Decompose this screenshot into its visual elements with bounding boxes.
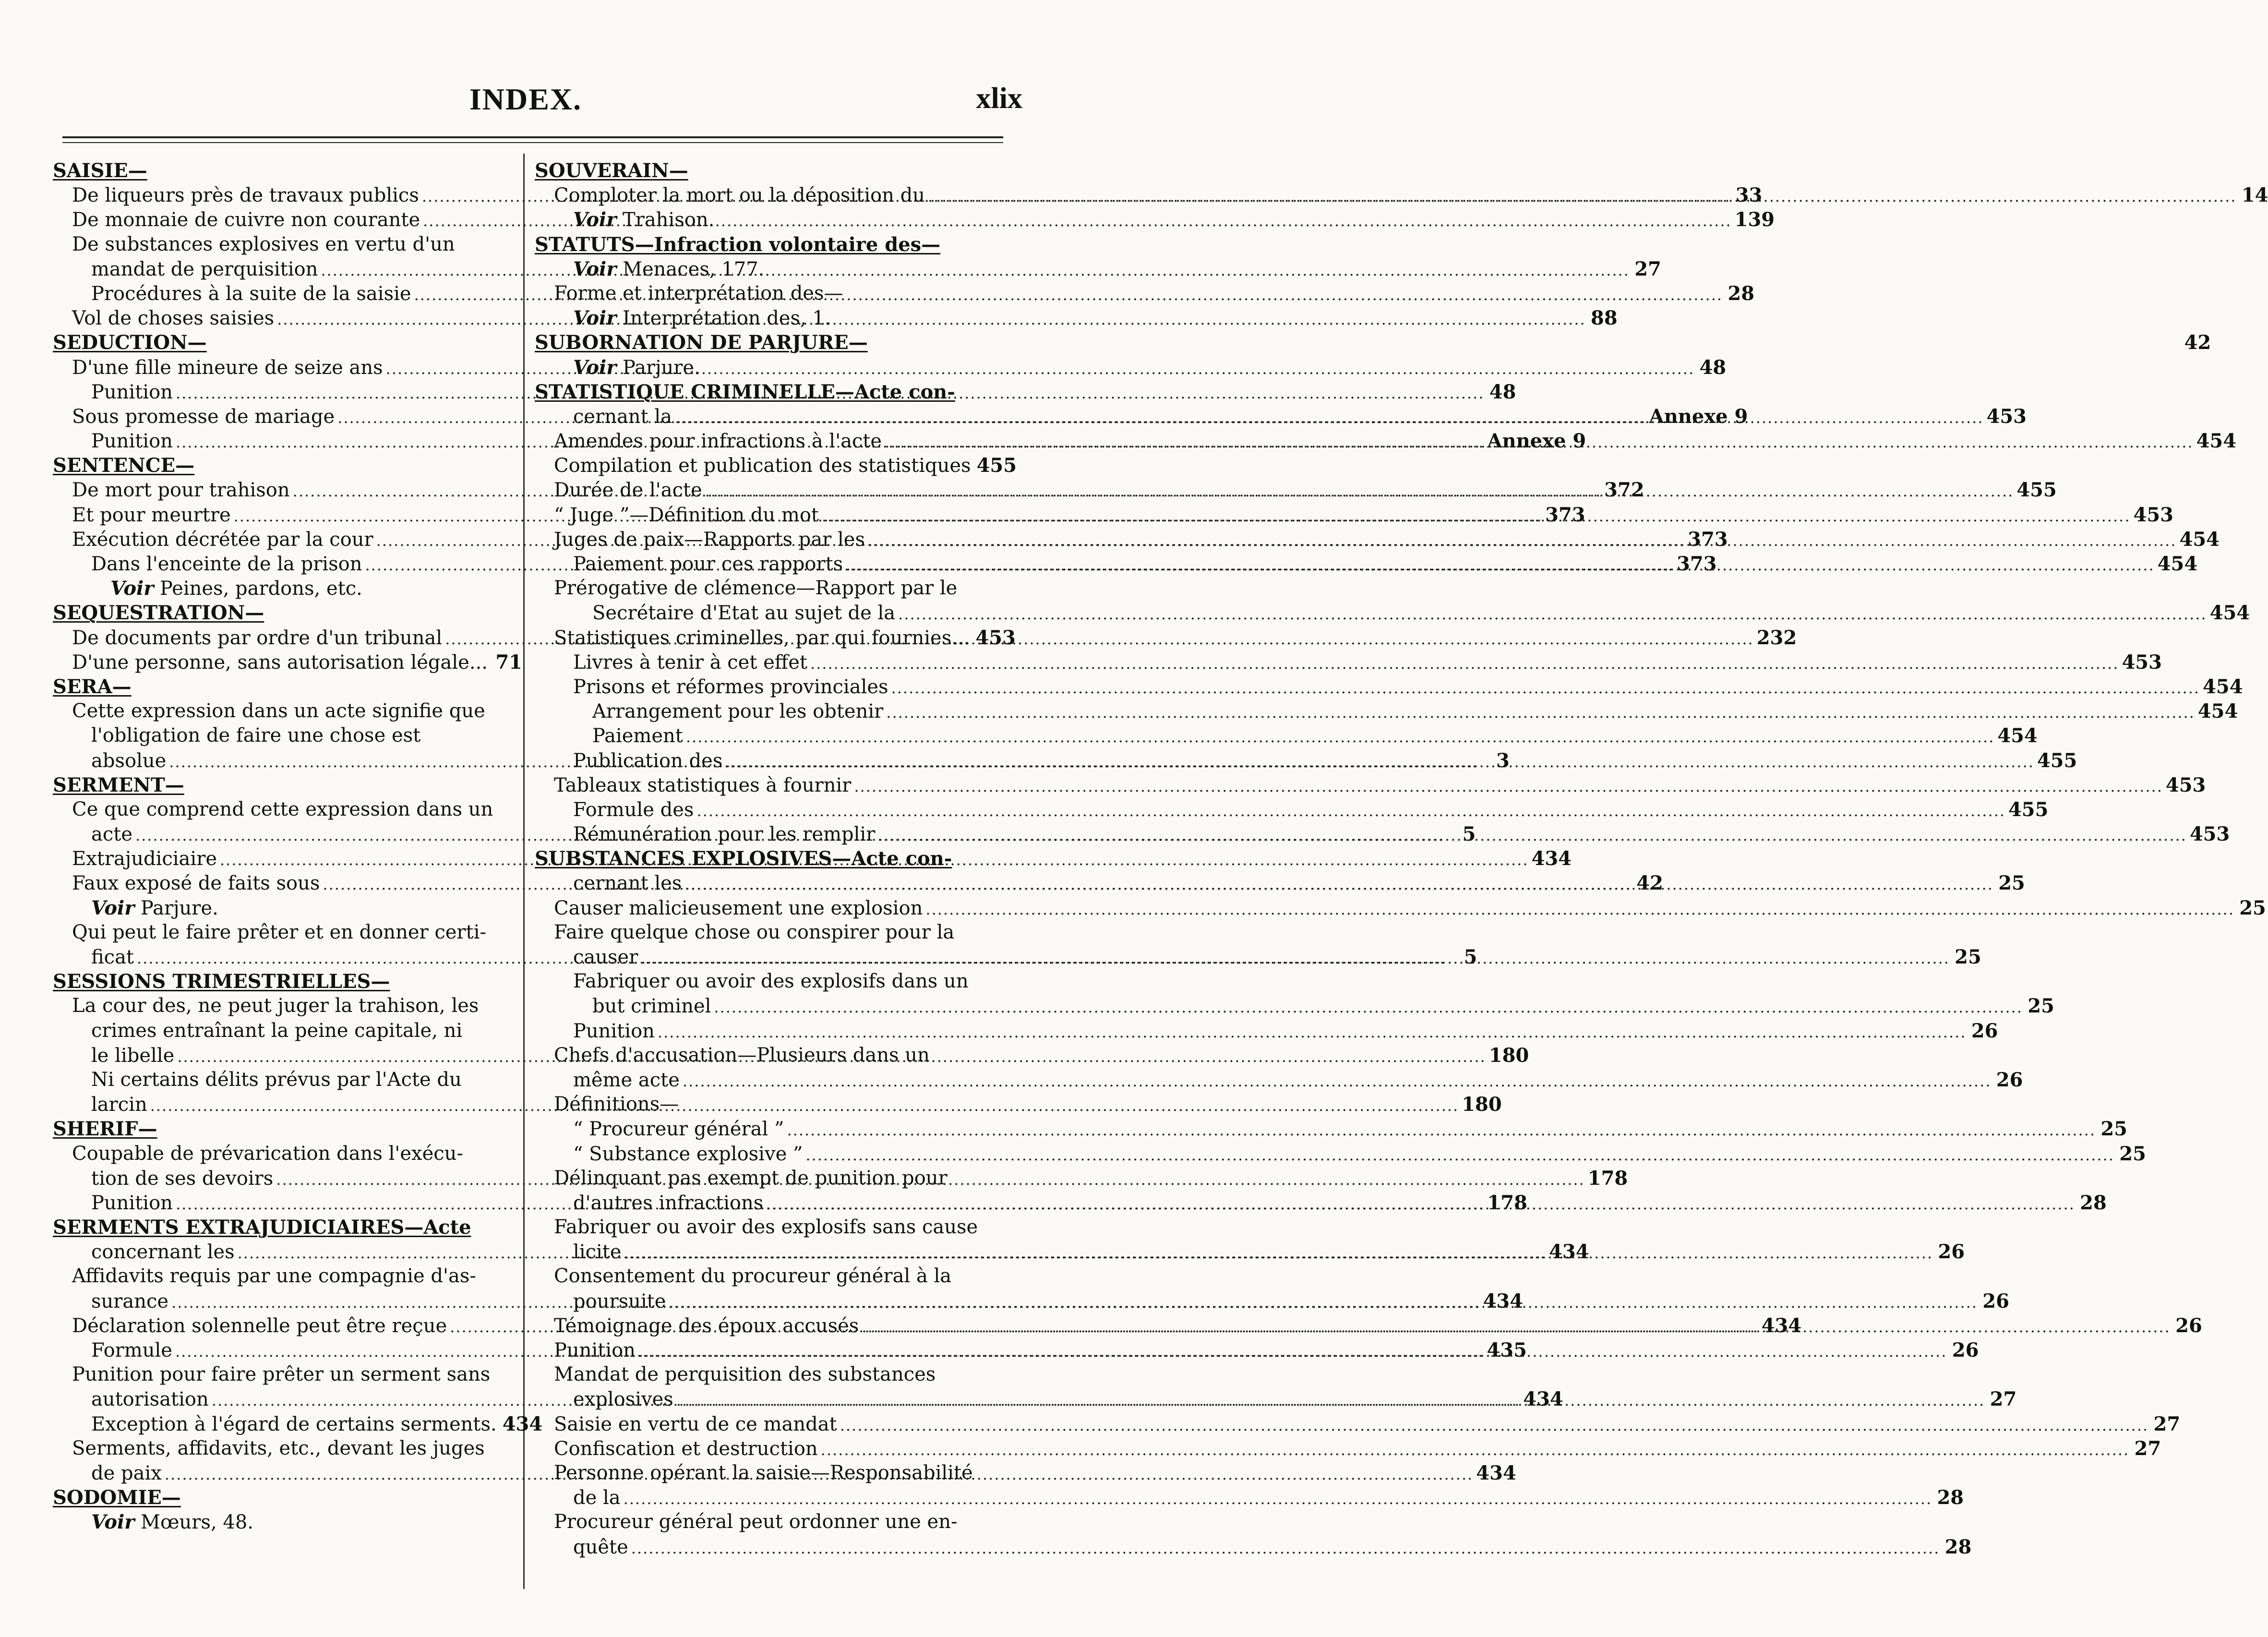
entry-text: “ Substance explosive ” xyxy=(573,1143,803,1165)
entry-text: Procédures à la suite de la saisie xyxy=(91,282,411,305)
page-reference: 26 xyxy=(1938,1240,1965,1264)
page-reference: 454 xyxy=(2179,528,2220,551)
page-reference: 27 xyxy=(2134,1437,2161,1460)
entry-text: Causer malicieusement une explosion xyxy=(554,897,923,919)
dot-leader xyxy=(686,725,1995,749)
entry-text: Prérogative de clémence—Rapport par le xyxy=(554,577,958,600)
index-entry xyxy=(53,920,515,945)
entry-text: mandat de perquisition xyxy=(91,258,318,280)
page-reference: 33 xyxy=(1735,184,1763,207)
dot-leader xyxy=(846,553,2155,578)
index-entry xyxy=(53,723,515,748)
entry-text: La cour des, ne peut juger la trahison, les xyxy=(72,995,479,1017)
page-reference: 434 xyxy=(1549,1240,1589,1264)
page-number: xlix xyxy=(976,82,1022,115)
entry-text: Faux exposé de faits sous xyxy=(72,872,320,895)
page-reference: 435 xyxy=(1487,1339,1527,1361)
entry-text: but criminel xyxy=(592,995,711,1018)
dot-leader xyxy=(868,529,2177,553)
entry-text: Compilation et publication des statistiques xyxy=(554,455,971,477)
dot-leader xyxy=(624,1487,1932,1511)
entry-text: Exécution décrétée par la cour xyxy=(72,528,373,551)
index-entry xyxy=(535,626,1016,650)
index-entry xyxy=(535,969,991,994)
index-entry xyxy=(535,576,991,601)
entry-text: cernant la xyxy=(573,405,672,428)
index-entry xyxy=(535,1412,2181,1436)
page-reference: 42 xyxy=(1636,872,1663,895)
entry-text: Ni certains délits prévus par l'Acte du xyxy=(91,1068,462,1091)
dot-leader xyxy=(675,406,1984,430)
dot-leader xyxy=(624,1241,1933,1265)
voir-label: Voir xyxy=(91,896,135,919)
index-heading xyxy=(53,1215,515,1240)
dot-leader xyxy=(925,897,2234,922)
entry-text: de paix xyxy=(91,1462,162,1484)
entry-text: licite xyxy=(573,1241,622,1264)
page-reference: 25 xyxy=(1998,872,2025,895)
page-reference: 28 xyxy=(1937,1486,1964,1509)
dot-leader xyxy=(840,1413,2149,1438)
entry-text: Fabriquer ou avoir des explosifs sans cause xyxy=(554,1216,978,1239)
entry-text: Paiement xyxy=(592,725,683,747)
entry-text: Délinquant pas exempt de punition pour xyxy=(554,1167,948,1189)
page-reference: 454 xyxy=(1997,724,2038,747)
page-reference: 454 xyxy=(2209,602,2250,625)
index-heading xyxy=(53,601,515,625)
index-entry xyxy=(535,453,1017,478)
dot-leader xyxy=(928,184,2237,209)
page-reference: 25 xyxy=(2100,1118,2127,1141)
entry-text: concernant les xyxy=(91,1241,235,1264)
entry-text: Témoignage des époux accusés xyxy=(554,1314,859,1337)
page-reference: Annexe 9 xyxy=(1487,430,1586,453)
dot-leader xyxy=(810,651,2119,676)
page-reference: 455 xyxy=(2016,479,2057,502)
page-reference: 455 xyxy=(2008,798,2049,821)
page-reference: 453 xyxy=(975,626,1016,649)
page-reference: 71 xyxy=(495,650,522,674)
dot-leader xyxy=(676,1388,1985,1413)
entry-text: “ Procureur général ” xyxy=(573,1118,784,1141)
entry-text: SEDUCTION— xyxy=(53,331,207,354)
entry-text: Juges de paix—Rapports par les xyxy=(554,528,865,551)
entry-text: Chefs d'accusation—Plusieurs dans un xyxy=(554,1044,930,1066)
page-reference: Annexe 9 xyxy=(1649,405,1748,428)
index-entry xyxy=(535,281,991,306)
dot-leader xyxy=(891,676,2200,700)
entry-text: Punition xyxy=(554,1339,636,1361)
entry-text: absolue xyxy=(91,749,167,772)
dot-leader xyxy=(854,774,2163,799)
entry-text: Sous promesse de mariage xyxy=(72,405,335,428)
page-reference: 434 xyxy=(502,1412,543,1435)
index-entry xyxy=(535,1019,1998,1043)
index-entry xyxy=(535,601,2250,625)
voir-label: Voir xyxy=(91,1511,135,1534)
page-reference: 48 xyxy=(1699,356,1727,379)
see-also-reference xyxy=(535,257,991,281)
index-entry xyxy=(535,1510,991,1534)
page-reference: 26 xyxy=(1952,1339,1979,1361)
entry-text: Durée de l'acte xyxy=(554,479,702,502)
index-entry xyxy=(53,1264,515,1288)
index-heading xyxy=(535,330,2211,355)
index-entry xyxy=(535,1092,991,1117)
page-reference: 27 xyxy=(2153,1412,2181,1435)
entry-text: SERMENTS EXTRAJUDICIAIRES—Acte xyxy=(53,1216,471,1239)
reference-text: Parjure. xyxy=(616,356,700,379)
entry-text: Mandat de perquisition des substances xyxy=(554,1363,936,1386)
dot-leader xyxy=(705,479,2014,504)
entry-text: Faire quelque chose ou conspirer pour la xyxy=(554,921,955,943)
entry-text: SAISIE— xyxy=(53,159,147,182)
page-reference: 372 xyxy=(1604,479,1644,502)
entry-text: SERA— xyxy=(53,675,132,698)
entry-text: Définitions— xyxy=(554,1093,679,1116)
entry-text: Paiement pour ces rapports xyxy=(573,553,843,575)
page-reference: 453 xyxy=(2189,823,2230,846)
index-heading xyxy=(53,330,515,355)
entry-text: SUBSTANCES EXPLOSIVES—Acte con- xyxy=(535,847,952,870)
entry-text: tion de ses devoirs xyxy=(91,1167,274,1190)
entry-text: cernant les xyxy=(573,872,682,895)
dot-leader xyxy=(766,1192,2075,1216)
dot-leader xyxy=(862,1315,2171,1339)
entry-text: SUBORNATION DE PARJURE— xyxy=(535,331,868,354)
entry-text: De mort pour trahison xyxy=(72,479,290,502)
page-reference: 25 xyxy=(2239,896,2266,919)
page-reference: 26 xyxy=(1996,1068,2023,1091)
entry-text: SESSIONS TRIMESTRIELLES— xyxy=(53,970,390,993)
page-reference: 453 xyxy=(2122,650,2162,674)
index-entry xyxy=(535,1166,991,1191)
page-reference: 232 xyxy=(1756,626,1797,649)
entry-text: De monnaie de cuivre non courante xyxy=(72,209,420,231)
entry-text: Arrangement pour les obtenir xyxy=(592,700,884,723)
entry-text: ficat xyxy=(91,946,134,968)
page-reference: 26 xyxy=(2175,1314,2202,1337)
index-entry xyxy=(535,1461,991,1485)
index-entry xyxy=(53,1412,543,1436)
index-heading xyxy=(53,1117,515,1141)
index-entry xyxy=(535,773,2206,797)
reference-text: Trahison. xyxy=(616,209,715,231)
index-entry xyxy=(535,1485,1964,1510)
index-heading xyxy=(53,674,515,699)
page-reference: 434 xyxy=(1476,1461,1516,1484)
entry-text: Consentement du procureur général à la xyxy=(554,1265,952,1288)
entry-text: Qui peut le faire prêter et en donner certi- xyxy=(72,921,486,943)
entry-text: larcin xyxy=(91,1094,147,1116)
dot-leader xyxy=(805,1143,2114,1168)
index-entry xyxy=(535,945,1981,969)
page-reference: 453 xyxy=(1986,405,2027,428)
see-also-reference xyxy=(535,355,991,380)
entry-text: acte xyxy=(91,823,132,846)
entry-text: Cette expression dans un acte signifie que xyxy=(72,700,485,722)
page-reference: 454 xyxy=(2196,430,2237,453)
entry-text: Serments, affidavits, etc., devant les juges xyxy=(72,1437,485,1459)
voir-label: Voir xyxy=(573,257,617,280)
index-entry xyxy=(53,1068,515,1092)
dot-leader xyxy=(714,995,2023,1020)
page-reference: 434 xyxy=(1531,847,1572,870)
entry-text: Amendes pour infractions à l'acte xyxy=(554,430,882,453)
entry-text: explosives xyxy=(573,1388,673,1411)
index-entry xyxy=(53,1436,515,1461)
page-reference: 25 xyxy=(2028,995,2054,1018)
index-entry xyxy=(535,1436,2161,1461)
entry-text: Forme et interprétation des— xyxy=(554,282,843,304)
dot-leader xyxy=(822,504,2131,529)
entry-text: crimes entraînant la peine capitale, ni xyxy=(91,1019,463,1042)
entry-text: Prisons et réformes provinciales xyxy=(573,675,888,698)
entry-text: Comploter la mort ou la déposition du xyxy=(554,184,925,207)
index-entry xyxy=(535,1068,2023,1092)
entry-text: Personne opérant la saisie—Responsabilité xyxy=(554,1461,973,1484)
page-reference: 3 xyxy=(1496,749,1510,772)
page-reference: 434 xyxy=(1483,1289,1524,1312)
index-heading xyxy=(535,158,991,183)
reference-text: Parjure. xyxy=(134,897,218,919)
entry-text: autorisation xyxy=(91,1388,209,1411)
index-entry xyxy=(535,723,2038,748)
entry-text: le libelle xyxy=(91,1044,175,1067)
entry-text: Fabriquer ou avoir des explosifs dans un xyxy=(573,970,969,993)
entry-text: de la xyxy=(573,1487,621,1509)
index-entry xyxy=(53,232,515,257)
dot-leader xyxy=(885,430,2194,455)
dot-leader xyxy=(787,1118,2096,1143)
entry-text: D'une personne, sans autorisation légale... xyxy=(72,651,488,674)
index-heading xyxy=(535,380,991,404)
index-entry xyxy=(535,1142,2146,1166)
index-entry xyxy=(535,822,2230,846)
entry-text: De documents par ordre d'un tribunal xyxy=(72,626,443,649)
entry-text: Procureur général peut ordonner une en- xyxy=(554,1511,958,1533)
voir-label: Voir xyxy=(573,208,617,231)
page-reference: 373 xyxy=(1545,503,1585,526)
see-also-reference xyxy=(535,207,991,232)
entry-text: Livres à tenir à cet effet xyxy=(573,651,807,674)
entry-text: SEQUESTRATION— xyxy=(53,602,264,625)
entry-text: Exception à l'égard de certains serments. xyxy=(91,1413,497,1435)
page-reference: 48 xyxy=(1489,380,1516,403)
index-entry xyxy=(535,1264,991,1288)
voir-label: Voir xyxy=(573,356,617,379)
entry-text: Formule des xyxy=(573,798,694,821)
entry-text: Punition pour faire prêter un serment sans xyxy=(72,1363,491,1386)
entry-text: “ Juge ”—Définition du mot xyxy=(554,504,819,526)
index-entry xyxy=(535,920,991,945)
page-reference: 373 xyxy=(1688,528,1728,551)
index-heading xyxy=(53,773,515,797)
page-title: INDEX. xyxy=(469,82,582,116)
index-entry xyxy=(535,1362,991,1387)
index-entry xyxy=(535,650,2162,674)
entry-text: causer xyxy=(573,946,638,968)
page-reference: 180 xyxy=(1462,1093,1502,1116)
page-reference: 455 xyxy=(2037,749,2077,772)
page-reference: 28 xyxy=(2080,1191,2107,1214)
entry-text: De substances explosives en vertu d'un xyxy=(72,233,455,255)
index-entry xyxy=(535,896,2266,920)
voir-label: Voir xyxy=(110,577,154,600)
page-reference: 434 xyxy=(1761,1314,1802,1337)
index-entry xyxy=(535,1043,991,1068)
page-reference: 453 xyxy=(2165,773,2206,796)
page-reference: 139 xyxy=(1734,208,1775,231)
entry-text: Ce que comprend cette expression dans un xyxy=(72,798,493,820)
index-entry xyxy=(53,650,522,674)
page-reference: 42 xyxy=(2184,331,2211,354)
index-heading xyxy=(53,969,515,994)
entry-text: Affidavits requis par une compagnie d'as- xyxy=(72,1265,476,1288)
see-also-reference xyxy=(53,576,515,601)
reference-text: Peines, pardons, etc. xyxy=(154,578,362,600)
index-entry xyxy=(535,994,2054,1018)
index-entry xyxy=(535,797,2049,822)
page-reference: 373 xyxy=(1676,553,1717,575)
entry-text: Secrétaire d'Etat au sujet de la xyxy=(592,602,896,625)
entry-text: Déclaration solennelle peut être reçue xyxy=(72,1314,447,1337)
page-reference: 454 xyxy=(2157,553,2198,575)
entry-text: SOUVERAIN— xyxy=(535,159,688,182)
page-reference: 180 xyxy=(1488,1044,1529,1067)
entry-text: l'obligation de faire une chose est xyxy=(91,724,421,747)
see-also-reference xyxy=(53,1510,515,1534)
page-reference: 26 xyxy=(1982,1289,2009,1312)
entry-text: Punition xyxy=(91,381,173,403)
page-reference: 454 xyxy=(2203,675,2243,698)
index-heading xyxy=(53,1485,515,1510)
index-entry xyxy=(53,994,515,1018)
entry-text: même acte xyxy=(573,1069,680,1091)
index-heading xyxy=(535,846,991,871)
index-entry xyxy=(53,699,515,723)
entry-text: Dans l'enceinte de la prison xyxy=(91,553,362,575)
page-reference: 5 xyxy=(1462,823,1476,846)
dot-leader xyxy=(886,700,2195,725)
index-entry xyxy=(535,699,2238,723)
see-also-reference xyxy=(53,896,515,920)
dot-leader xyxy=(683,1069,1992,1094)
entry-text: Vol de choses saisies xyxy=(72,307,275,330)
dot-leader xyxy=(658,1020,1967,1045)
page-reference: 27 xyxy=(1634,257,1661,280)
voir-label: Voir xyxy=(573,307,617,330)
dot-leader xyxy=(638,1339,1947,1364)
entry-text: SODOMIE— xyxy=(53,1486,181,1509)
entry-text: STATUTS—Infraction volontaire des— xyxy=(535,233,941,256)
page-reference: 26 xyxy=(1971,1019,1998,1042)
entry-text: Tableaux statistiques à fournir xyxy=(554,774,852,796)
page-reference: 455 xyxy=(976,454,1017,477)
entry-text: D'une fille mineure de seize ans xyxy=(72,356,383,379)
index-entry xyxy=(535,1117,2127,1141)
index-entry xyxy=(535,1535,1972,1559)
entry-text: SENTENCE— xyxy=(53,454,195,477)
page-reference: 27 xyxy=(1990,1388,2017,1411)
dot-leader xyxy=(725,750,2034,774)
index-entry xyxy=(535,674,2243,699)
page-reference: 178 xyxy=(1587,1167,1628,1190)
dot-leader xyxy=(696,799,2005,823)
entry-text: Saisie en vertu de ce mandat xyxy=(554,1413,837,1435)
page-reference: 28 xyxy=(1728,282,1755,305)
entry-text: STATISTIQUE CRIMINELLE—Acte con- xyxy=(535,380,955,403)
entry-text: SERMENT— xyxy=(53,773,184,796)
entry-text: poursuite xyxy=(573,1290,666,1312)
index-entry xyxy=(53,1142,515,1166)
page-reference: 28 xyxy=(1944,1535,1972,1558)
page-reference: 434 xyxy=(1523,1388,1563,1411)
page-reference: 453 xyxy=(2133,503,2173,526)
entry-text: surance xyxy=(91,1290,169,1312)
entry-text: Formule xyxy=(91,1339,172,1361)
entry-text: SHERIF— xyxy=(53,1118,157,1141)
entry-text: Publication des xyxy=(573,749,723,772)
dot-leader xyxy=(631,1536,1940,1561)
entry-text: d'autres infractions xyxy=(573,1192,764,1214)
page-reference: 454 xyxy=(2197,700,2238,723)
entry-text: quête xyxy=(573,1536,628,1558)
dot-leader xyxy=(821,1438,2130,1462)
see-also-reference xyxy=(535,306,991,330)
entry-text: Statistiques criminelles, par qui fournies... xyxy=(554,626,970,649)
entry-text: Punition xyxy=(573,1020,655,1042)
page-reference: 25 xyxy=(2119,1142,2146,1165)
entry-text: De liqueurs près de travaux publics xyxy=(72,184,419,207)
page-reference: 178 xyxy=(1487,1191,1527,1214)
dot-leader xyxy=(641,946,1950,971)
page-reference: 25 xyxy=(1955,946,1981,968)
entry-text: Extrajudiciaire xyxy=(72,848,217,870)
header-rule xyxy=(62,136,1003,138)
reference-text: Interprétation des, 1. xyxy=(616,307,831,330)
dot-leader xyxy=(684,872,1993,897)
entry-text: Punition xyxy=(91,1192,173,1214)
page-reference: 5 xyxy=(1464,946,1477,968)
index-entry xyxy=(535,748,2077,773)
index-entry xyxy=(53,1362,515,1387)
entry-text: Confiscation et destruction xyxy=(554,1437,818,1460)
index-entry xyxy=(53,1019,515,1043)
reference-text: Menaces, 177. xyxy=(616,258,765,280)
entry-text: Punition xyxy=(91,430,173,453)
entry-text: Rémunération pour les remplir xyxy=(573,823,876,846)
index-entry xyxy=(535,1215,991,1240)
page-reference: 88 xyxy=(1591,307,1618,330)
index-heading xyxy=(53,158,515,183)
entry-text: Coupable de prévarication dans l'exécu- xyxy=(72,1142,463,1165)
dot-leader xyxy=(898,602,2207,626)
index-entry xyxy=(53,797,515,822)
index-heading xyxy=(535,232,991,257)
index-heading xyxy=(53,453,515,478)
page-reference: 14 xyxy=(2241,184,2268,207)
dot-leader xyxy=(878,823,2187,848)
entry-text: Et pour meurtre xyxy=(72,504,231,526)
dot-leader xyxy=(669,1290,1978,1315)
header-rule-thin xyxy=(62,142,1003,143)
reference-text: Mœurs, 48. xyxy=(134,1511,253,1534)
